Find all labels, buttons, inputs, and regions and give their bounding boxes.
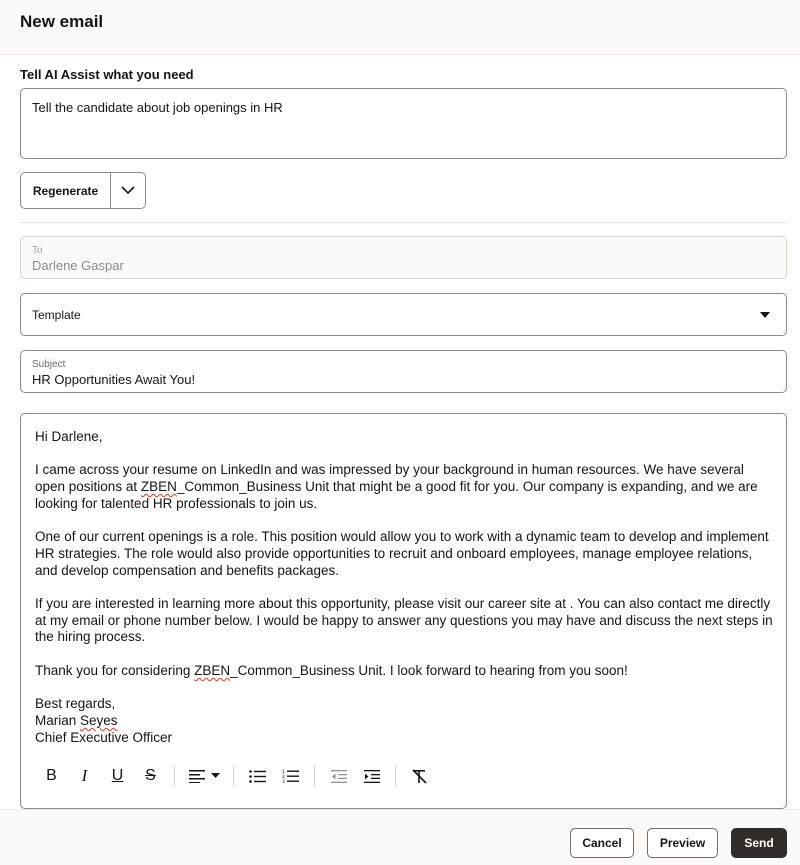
signature-closing: Best regards, [35, 696, 116, 712]
regenerate-split-button [20, 172, 146, 209]
outdent-icon [331, 770, 347, 783]
regenerate-button[interactable]: Regenerate [21, 173, 111, 208]
template-label: Template [32, 308, 81, 322]
dialog-footer [0, 809, 800, 865]
email-body-editor[interactable] [20, 413, 787, 809]
toolbar-separator [314, 765, 315, 787]
dropdown-caret-icon [760, 312, 770, 318]
subject-input[interactable]: HR Opportunities Await You! [32, 372, 196, 387]
ai-assist-prompt-input[interactable]: Tell the candidate about job openings in HR [20, 88, 787, 159]
send-button[interactable]: Send [731, 828, 787, 858]
body-text-span: Thank you for considering [35, 662, 195, 678]
email-body-text[interactable] [35, 429, 775, 746]
dialog-header [0, 0, 800, 55]
formatting-toolbar [35, 764, 436, 788]
regenerate-options-button[interactable] [111, 173, 145, 208]
bold-button[interactable] [35, 764, 68, 788]
body-text-span: _Common_Business Unit. I look forward to hearing from you soon! [230, 662, 628, 678]
italic-icon: I [81, 766, 88, 785]
body-greeting: Hi Darlene, [35, 429, 103, 444]
strikethrough-icon: S [145, 767, 156, 784]
underline-button[interactable] [101, 764, 134, 788]
preview-button[interactable]: Preview [647, 828, 718, 858]
body-paragraph-3: If you are interested in learning more about this opportunity, please visit our career site at . You can also contact me directly at my email or phone number below. I would be happy to answer any questions you may have and discuss the next steps in the hiring process. [35, 595, 773, 645]
toolbar-separator [233, 765, 234, 787]
underline-icon: U [111, 767, 124, 784]
body-text-span: I came across your resume on LinkedIn and was impressed by your background in human resources. We have several open positions at [35, 462, 744, 495]
toolbar-separator [174, 765, 175, 787]
to-field [20, 236, 787, 279]
cancel-button[interactable]: Cancel [570, 828, 634, 858]
signature-first-name: Marian [35, 712, 81, 728]
to-label: To [32, 245, 43, 256]
italic-button[interactable] [68, 764, 101, 788]
misspelled-word[interactable]: Seyes [80, 712, 118, 728]
align-left-icon [189, 769, 205, 783]
bullet-list-icon [249, 770, 266, 783]
svg-text:2: 2 [282, 775, 285, 780]
numbered-list-button[interactable] [274, 764, 307, 788]
body-paragraph-1 [35, 462, 775, 512]
body-text-span: _Common_Business Unit that might be a good fit for you. Our company is expanding, and we are looking for talented HR professionals to join us. [35, 479, 758, 511]
chevron-down-icon [121, 186, 135, 195]
body-signature [35, 696, 775, 746]
svg-text:3: 3 [282, 780, 285, 783]
bold-icon: B [46, 767, 57, 784]
dialog-title: New email [20, 12, 104, 31]
clear-formatting-icon [411, 769, 428, 784]
align-dropdown-button[interactable] [182, 764, 226, 788]
indent-button[interactable] [355, 764, 388, 788]
section-divider [20, 222, 787, 223]
template-select[interactable] [20, 293, 787, 336]
indent-icon [364, 770, 380, 783]
body-paragraph-4 [35, 663, 775, 680]
numbered-list-icon [282, 769, 299, 783]
misspelled-word[interactable]: ZBEN [140, 479, 177, 495]
body-paragraph-2: One of our current openings is a role. This position would allow you to work with a dynamic team to develop and implement HR strategies. The role would also provide opportunities to recruit and onboard employees, manage employee relations, and develop compensation and benefits packages. [35, 529, 769, 578]
ai-assist-label: Tell AI Assist what you need [20, 67, 194, 82]
subject-label: Subject [32, 359, 66, 370]
strikethrough-button[interactable] [134, 764, 167, 788]
bullet-list-button[interactable] [241, 764, 274, 788]
signature-title: Chief Executive Officer [35, 729, 173, 745]
to-value: Darlene Gaspar [32, 258, 124, 273]
chevron-down-icon [211, 773, 220, 779]
outdent-button[interactable] [322, 764, 355, 788]
svg-text:1: 1 [282, 770, 285, 775]
clear-formatting-button[interactable] [403, 764, 436, 788]
misspelled-word[interactable]: ZBEN [194, 662, 231, 678]
toolbar-separator [395, 765, 396, 787]
subject-field[interactable] [20, 350, 787, 393]
